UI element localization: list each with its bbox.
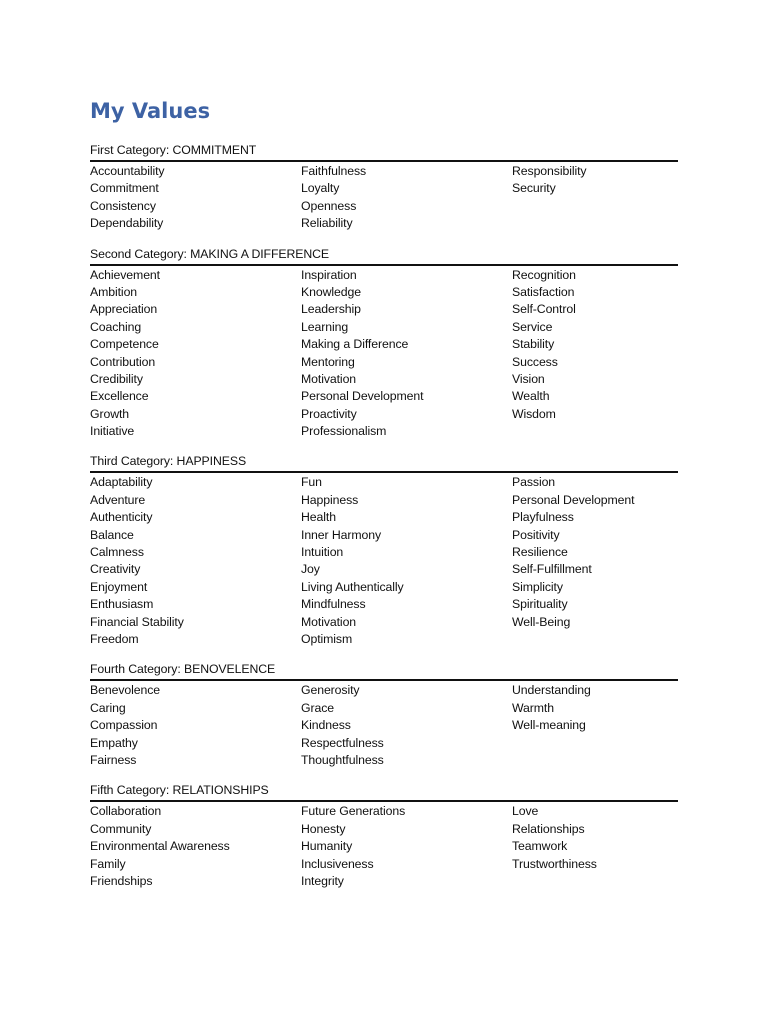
value-item: Appreciation <box>90 302 158 317</box>
value-item: Dependability <box>90 216 164 231</box>
category-heading: First Category: COMMITMENT <box>90 142 678 162</box>
value-item: Satisfaction <box>512 284 575 299</box>
value-item: Contribution <box>90 354 156 369</box>
value-item: Happiness <box>301 492 359 507</box>
value-item: Professionalism <box>301 424 387 439</box>
value-item: Self-Control <box>512 302 576 317</box>
document-page <box>90 96 678 890</box>
value-item: Adventure <box>90 492 146 507</box>
value-item: Responsibility <box>512 164 587 178</box>
value-column <box>90 163 301 233</box>
value-item: Vision <box>512 371 545 386</box>
category-section <box>90 246 678 441</box>
value-item: Community <box>90 821 152 836</box>
value-item: Collaboration <box>90 804 162 819</box>
value-columns <box>90 802 678 890</box>
category-heading: Fourth Category: BENOVELENCE <box>90 661 678 681</box>
value-item: Integrity <box>301 873 344 888</box>
value-item: Adaptability <box>90 475 153 490</box>
value-item: Enthusiasm <box>90 597 154 612</box>
value-columns <box>90 162 678 233</box>
value-item: Authenticity <box>90 510 153 525</box>
value-item: Initiative <box>90 424 135 439</box>
value-item: Ambition <box>90 284 138 299</box>
category-heading: Fifth Category: RELATIONSHIPS <box>90 782 678 802</box>
value-item: Family <box>90 856 126 871</box>
value-item: Credibility <box>90 371 143 386</box>
value-column <box>301 803 512 890</box>
value-item: Teamwork <box>512 839 568 854</box>
value-item: Spirituality <box>512 597 568 612</box>
value-column <box>90 803 301 890</box>
value-item: Recognition <box>512 267 576 282</box>
value-item: Simplicity <box>512 579 563 594</box>
value-item: Well-Being <box>512 614 571 629</box>
value-item: Joy <box>301 562 320 577</box>
value-item: Loyalty <box>301 181 340 196</box>
value-item: Freedom <box>90 631 139 646</box>
value-item: Mindfulness <box>301 597 366 612</box>
value-item: Accountability <box>90 164 165 178</box>
value-column <box>512 163 678 233</box>
value-item: Understanding <box>512 683 591 698</box>
value-item: Fairness <box>90 752 137 767</box>
value-item: Grace <box>301 700 334 715</box>
value-item: Competence <box>90 337 159 352</box>
value-item: Balance <box>90 527 134 542</box>
value-item: Commitment <box>90 181 159 196</box>
value-item: Intuition <box>301 545 344 560</box>
value-item: Kindness <box>301 718 351 733</box>
category-heading: Second Category: MAKING A DIFFERENCE <box>90 246 678 266</box>
value-column <box>301 682 512 769</box>
value-item: Self-Fulfillment <box>512 562 592 577</box>
value-item: Reliability <box>301 216 353 231</box>
value-item: Inspiration <box>301 267 357 282</box>
value-item: Friendships <box>90 873 153 888</box>
value-item: Wisdom <box>512 406 556 421</box>
category-list <box>90 142 678 890</box>
value-item: Optimism <box>301 631 353 646</box>
value-column <box>301 267 512 441</box>
category-heading: Third Category: HAPPINESS <box>90 453 678 473</box>
value-item: Wealth <box>512 389 550 404</box>
value-item: Making a Difference <box>301 337 409 352</box>
value-column <box>90 267 301 441</box>
value-item: Coaching <box>90 319 142 334</box>
value-item: Caring <box>90 700 126 715</box>
value-item: Trustworthiness <box>512 856 597 871</box>
value-item: Benevolence <box>90 683 161 698</box>
category-section <box>90 661 678 769</box>
value-item: Financial Stability <box>90 614 184 629</box>
value-item: Generosity <box>301 683 360 698</box>
value-item: Enjoyment <box>90 579 148 594</box>
value-item: Motivation <box>301 371 357 386</box>
value-item: Service <box>512 319 553 334</box>
page-title: My Values <box>90 99 211 123</box>
value-item: Excellence <box>90 389 149 404</box>
value-item: Leadership <box>301 302 361 317</box>
value-item: Consistency <box>90 198 156 213</box>
value-item: Security <box>512 181 556 196</box>
category-section <box>90 453 678 648</box>
value-item: Creativity <box>90 562 141 577</box>
value-item: Personal Development <box>301 389 424 404</box>
value-item: Future Generations <box>301 804 406 819</box>
value-column <box>512 803 678 890</box>
value-item: Inclusiveness <box>301 856 374 871</box>
value-item: Fun <box>301 475 322 490</box>
value-item: Knowledge <box>301 284 361 299</box>
value-item: Calmness <box>90 545 144 560</box>
value-item: Personal Development <box>512 492 635 507</box>
value-item: Positivity <box>512 527 560 542</box>
value-item: Proactivity <box>301 406 357 421</box>
value-columns <box>90 473 678 648</box>
value-item: Passion <box>512 475 556 490</box>
value-item: Empathy <box>90 735 138 750</box>
value-item: Thoughtfulness <box>301 752 384 767</box>
value-column <box>301 474 512 648</box>
value-item: Health <box>301 510 336 525</box>
value-item: Mentoring <box>301 354 355 369</box>
category-section <box>90 142 678 233</box>
value-item: Stability <box>512 337 555 352</box>
value-item: Resilience <box>512 545 568 560</box>
value-column <box>90 682 301 769</box>
value-column <box>301 163 512 233</box>
value-item: Living Authentically <box>301 579 404 594</box>
value-columns <box>90 681 678 769</box>
value-item: Achievement <box>90 267 160 282</box>
value-column <box>512 267 678 441</box>
value-item: Warmth <box>512 700 554 715</box>
value-item: Compassion <box>90 718 158 733</box>
value-item: Playfulness <box>512 510 574 525</box>
value-column <box>90 474 301 648</box>
value-item: Success <box>512 354 558 369</box>
value-item: Growth <box>90 406 130 421</box>
value-item: Faithfulness <box>301 164 367 178</box>
value-item: Inner Harmony <box>301 527 382 542</box>
value-item: Love <box>512 804 539 819</box>
value-item: Honesty <box>301 821 346 836</box>
value-item: Environmental Awareness <box>90 839 230 854</box>
value-columns <box>90 266 678 441</box>
value-item: Humanity <box>301 839 353 854</box>
value-column <box>512 474 678 648</box>
value-item: Respectfulness <box>301 735 384 750</box>
value-item: Learning <box>301 319 349 334</box>
value-item: Motivation <box>301 614 357 629</box>
value-item: Well-meaning <box>512 718 586 733</box>
value-item: Relationships <box>512 821 585 836</box>
category-section <box>90 782 678 890</box>
value-item: Openness <box>301 198 357 213</box>
value-column <box>512 682 678 769</box>
